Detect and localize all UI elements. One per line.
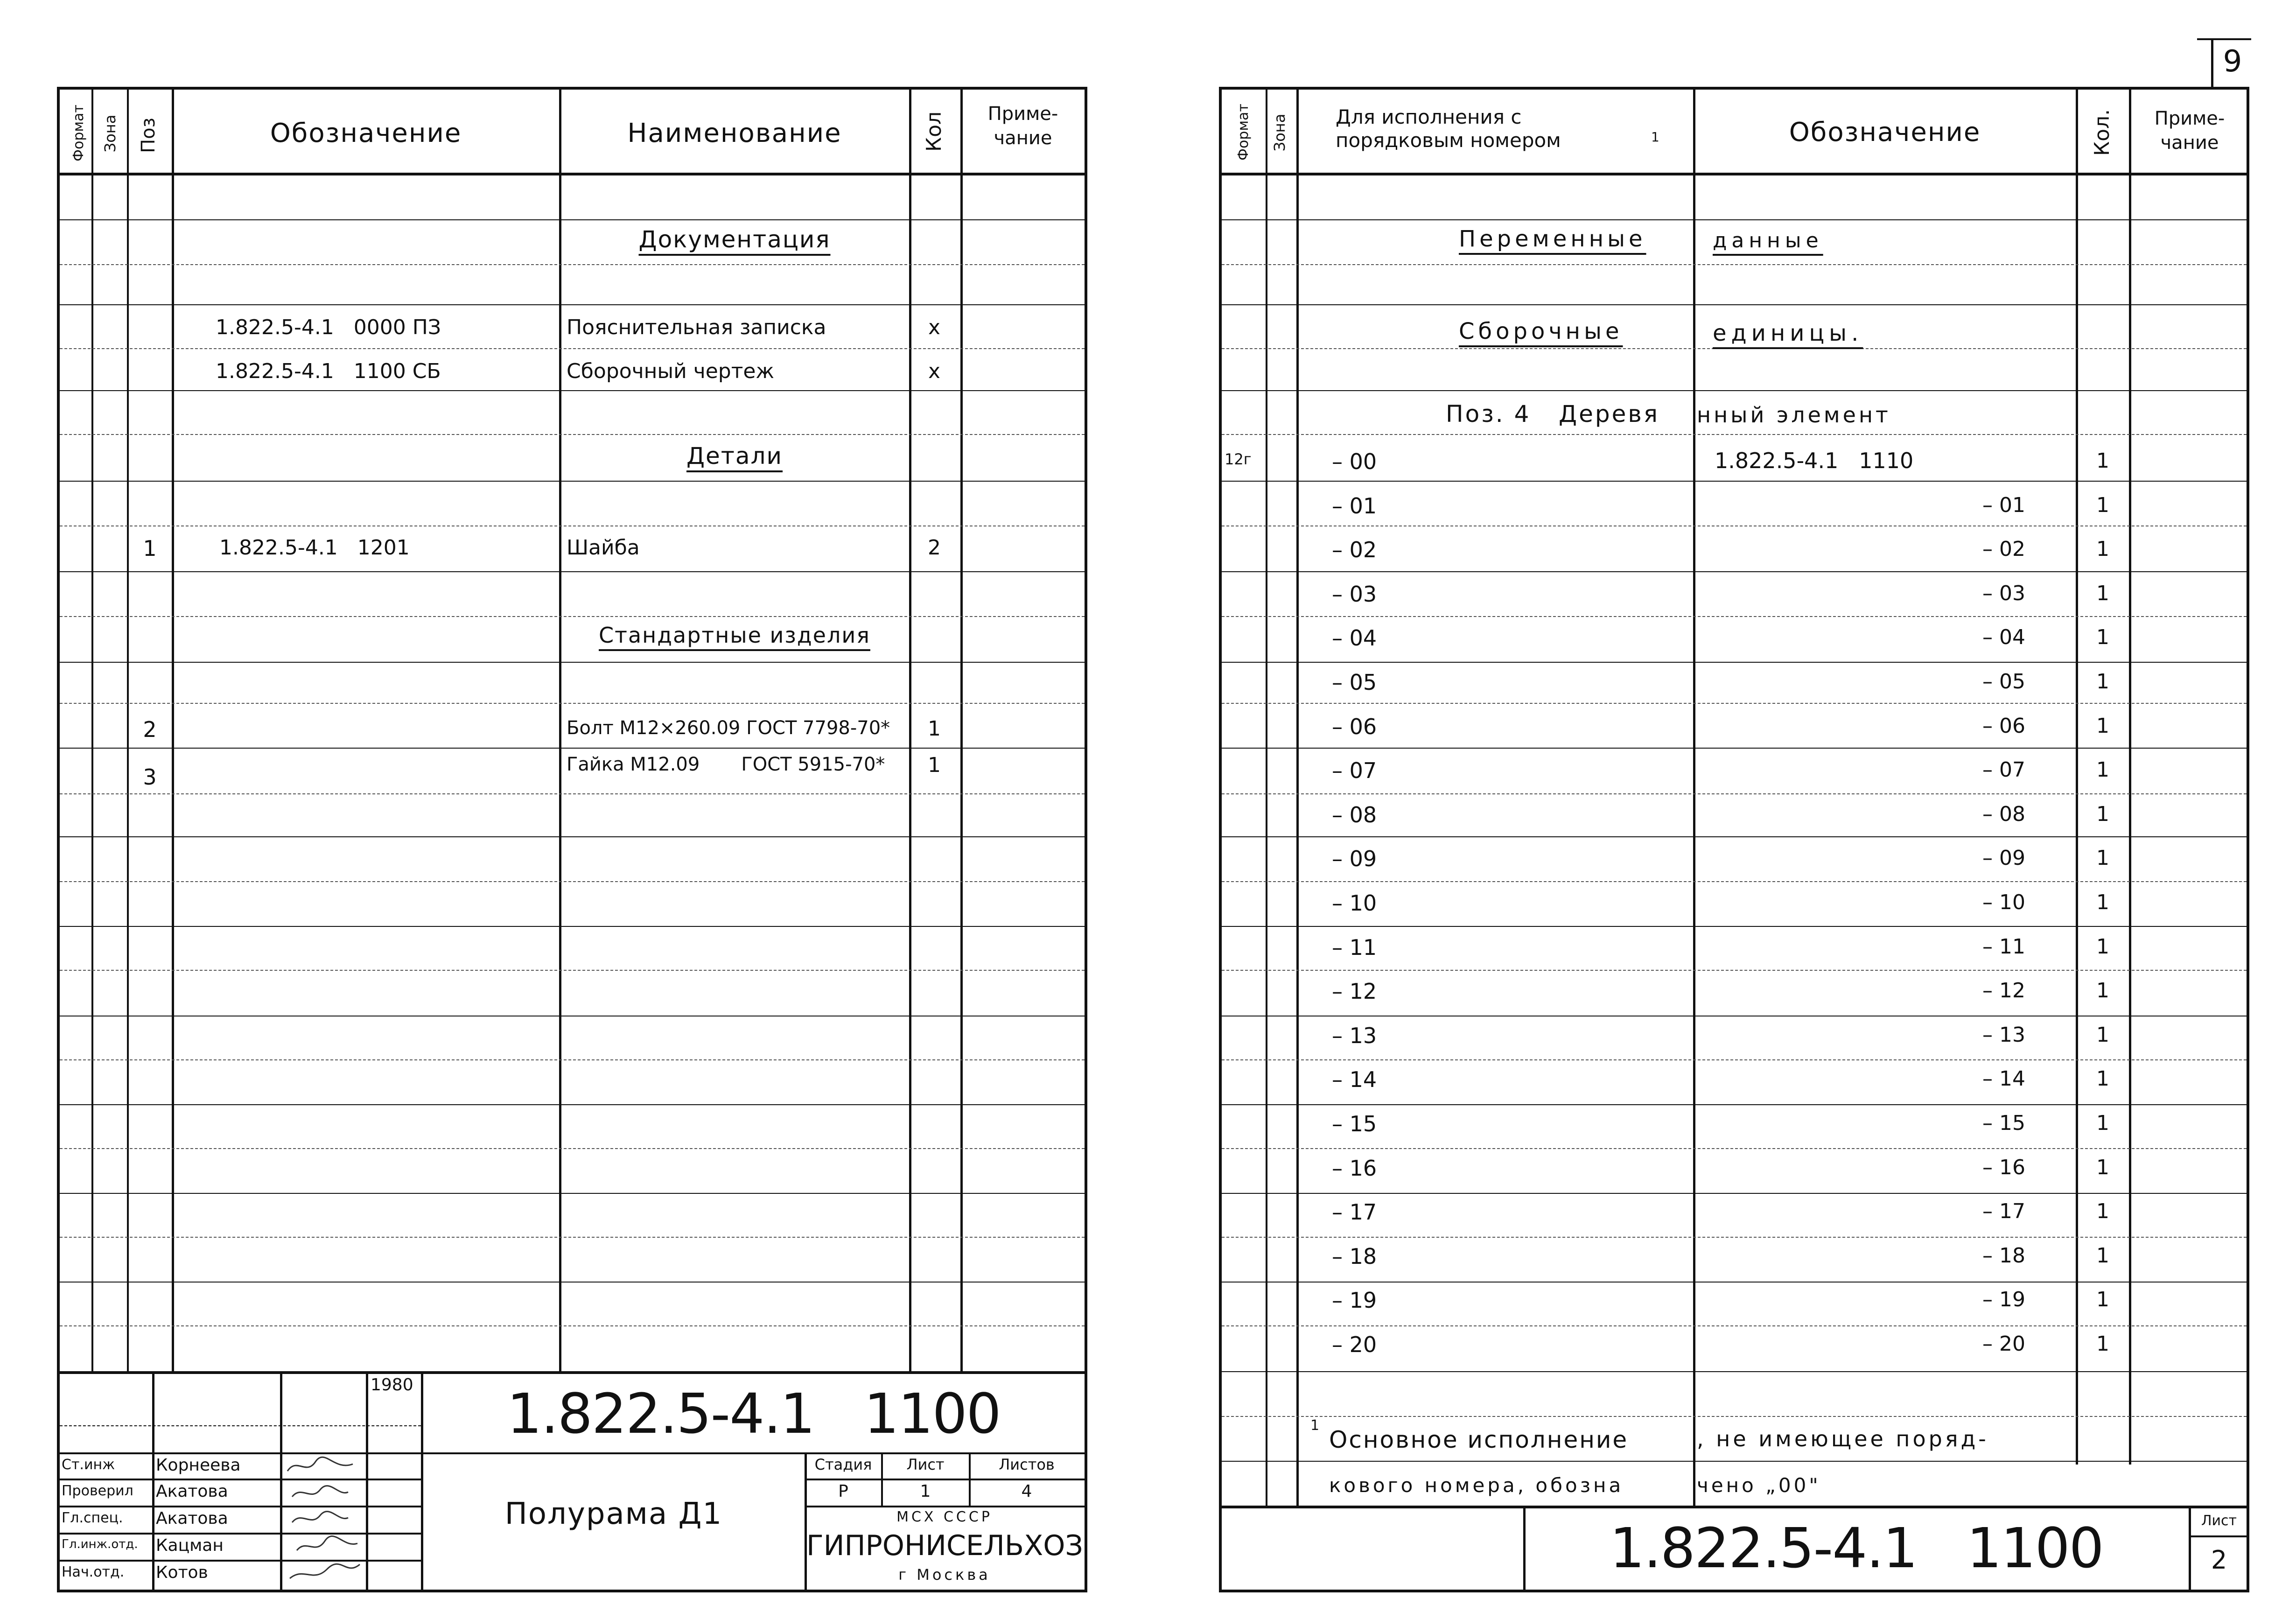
left-row-line [60, 881, 1085, 882]
right-row-line [1222, 616, 2247, 617]
variant-qty: 1 [2096, 979, 2109, 1002]
left-col-line [172, 90, 174, 1371]
left-row-qty: х [928, 359, 941, 383]
title-block-line [152, 1371, 154, 1590]
right-row-line [1222, 926, 2247, 927]
variant-number: – 02 [1332, 537, 1377, 562]
variant-qty: 1 [2096, 1023, 2109, 1047]
left-header-qty: Кол [922, 111, 946, 152]
variant-designation: – 20 [1982, 1332, 2025, 1356]
right-header-variant-mark: 1 [1651, 129, 1659, 145]
left-row-designation: 1.822.5-4.1 0000 ПЗ [216, 315, 441, 339]
variant-number: – 11 [1332, 935, 1377, 960]
left-header-pos: Поз [138, 118, 159, 153]
right-row-line [1222, 304, 2247, 305]
left-row-line [60, 970, 1085, 971]
variant-qty: 1 [2096, 1244, 2109, 1268]
variant-designation: – 18 [1982, 1244, 2025, 1268]
left-row-line [60, 616, 1085, 617]
section-variable: Переменные [1459, 226, 1646, 252]
left-header-zone: Зона [101, 114, 119, 153]
right-code: 1.822.5-4.1 1100 [1610, 1516, 2103, 1580]
title-block-stage: Р [838, 1482, 848, 1501]
right-row-line [1222, 748, 2247, 749]
variant-number: – 09 [1332, 846, 1377, 871]
right-row-line [1222, 1416, 2247, 1417]
left-row-line [60, 571, 1085, 572]
left-row-line [60, 703, 1085, 704]
title-block-line [280, 1371, 282, 1590]
person-name: Котов [156, 1563, 208, 1582]
variant-qty: 1 [2096, 449, 2109, 473]
variant-number: – 10 [1332, 890, 1377, 916]
right-col-line [1266, 90, 1267, 1506]
left-row-pos: 2 [143, 717, 157, 742]
left-row-line [60, 264, 1085, 265]
title-block-line [60, 1560, 421, 1562]
left-row-line [60, 434, 1085, 435]
left-row-name: Пояснительная записка [567, 315, 826, 339]
page-number-box [2197, 38, 2251, 40]
footnote-mark: 1 [1310, 1417, 1320, 1434]
variant-number: – 04 [1332, 625, 1377, 651]
footnote-line-1a: Основное исполнение [1329, 1426, 1629, 1453]
variant-designation: – 02 [1982, 537, 2025, 561]
variant-number: – 03 [1332, 582, 1377, 607]
right-row-line [1222, 434, 2247, 435]
variant-qty: 1 [2096, 670, 2109, 694]
variant-designation: – 12 [1982, 979, 2025, 1002]
variant-designation: – 14 [1982, 1067, 2025, 1091]
left-row-pos: 3 [143, 764, 157, 790]
right-row-line [1222, 836, 2247, 837]
section-assembly: Сборочные [1459, 318, 1623, 344]
left-row-qty: 1 [928, 753, 941, 777]
group-title-2: нный элемент [1697, 402, 1891, 428]
left-row-qty: 2 [928, 536, 941, 560]
title-block-code: 1.822.5-4.1 1100 [507, 1381, 1001, 1446]
left-header-format: Формат [70, 105, 87, 161]
variant-designation: – 16 [1982, 1156, 2025, 1179]
left-row-line [60, 1193, 1085, 1194]
variant-designation: – 11 [1982, 935, 2025, 959]
right-bottom-strip [1523, 1506, 1526, 1590]
left-row-name: Шайба [567, 536, 640, 560]
variant-number: – 07 [1332, 758, 1377, 783]
right-header-qty: Кол. [2090, 109, 2114, 156]
left-row-qty: 1 [928, 717, 941, 741]
right-row-line [1222, 1059, 2247, 1060]
right-col-line [1693, 90, 1695, 1506]
left-row-line [60, 1104, 1085, 1105]
right-row-line [1222, 662, 2247, 663]
left-row-line [60, 793, 1085, 794]
right-header-designation: Обозначение [1789, 117, 1981, 147]
person-role: Гл.спец. [62, 1510, 123, 1526]
left-row-line [60, 304, 1085, 305]
left-header-line [60, 173, 1085, 175]
title-block-stage-label: Стадия [814, 1456, 872, 1473]
title-block-line [805, 1506, 1085, 1507]
right-col-line [2076, 90, 2078, 1465]
person-role: Гл.инж.отд. [62, 1537, 138, 1551]
right-bottom-strip [2189, 1535, 2247, 1537]
right-row-line [1222, 264, 2247, 265]
variant-designation: – 07 [1982, 758, 2025, 782]
person-name: Корнеева [156, 1456, 241, 1475]
right-row-line [1222, 1193, 2247, 1194]
footnote-line-2a: кового номера, обозна [1329, 1474, 1624, 1497]
right-row-line [1222, 1461, 2247, 1462]
title-block-line [60, 1506, 421, 1507]
variant-qty: 1 [2096, 582, 2109, 605]
right-row-line [1222, 703, 2247, 704]
right-header-note: Приме- чание [2154, 108, 2225, 154]
left-row-line [60, 219, 1085, 220]
footnote-line-2b: чено „00" [1697, 1474, 1821, 1497]
left-header-name: Наименование [627, 118, 842, 148]
left-row-line [60, 1282, 1085, 1283]
variant-qty: 1 [2096, 935, 2109, 959]
person-name: Кацман [156, 1536, 224, 1555]
variant-number: – 14 [1332, 1067, 1377, 1092]
left-row-pos: 1 [143, 536, 157, 561]
title-block-line [366, 1371, 368, 1590]
first-format: 12г [1225, 450, 1252, 468]
variant-qty: 1 [2096, 1199, 2109, 1223]
section-details: Детали [686, 442, 783, 470]
variant-qty: 1 [2096, 846, 2109, 870]
right-row-line [1222, 219, 2247, 220]
title-block-sheets: 4 [1021, 1482, 1032, 1501]
left-row-qty: х [928, 315, 941, 339]
group-title: Поз. 4 Деревя [1446, 400, 1659, 428]
page-number: 9 [2223, 44, 2242, 79]
variant-number: – 05 [1332, 670, 1377, 695]
variant-designation: – 19 [1982, 1288, 2025, 1311]
variant-qty: 1 [2096, 758, 2109, 782]
title-block-line [421, 1452, 1085, 1454]
variant-qty: 1 [2096, 890, 2109, 914]
variant-designation: – 01 [1982, 493, 2025, 517]
right-bottom-strip [2189, 1506, 2191, 1590]
title-block-city: г Москва [898, 1566, 991, 1584]
variant-designation: – 06 [1982, 714, 2025, 738]
left-row-line [60, 481, 1085, 482]
variant-number: – 12 [1332, 979, 1377, 1004]
variant-designation: – 13 [1982, 1023, 2025, 1047]
signatures [283, 1452, 365, 1590]
right-header-zone: Зона [1271, 113, 1288, 152]
left-row-line [60, 1059, 1085, 1060]
variant-number: – 01 [1332, 493, 1377, 519]
title-block-top [60, 1371, 1085, 1374]
left-row-line [60, 348, 1085, 349]
section-variable-2: данные [1713, 229, 1823, 252]
title-block-sheets-label: Листов [999, 1456, 1055, 1473]
right-sheet [1219, 87, 2249, 1592]
person-role: Проверил [62, 1483, 133, 1499]
right-row-line [1222, 390, 2247, 391]
variant-designation: – 04 [1982, 625, 2025, 649]
left-col-line [559, 90, 561, 1371]
variant-qty: 1 [2096, 625, 2109, 649]
person-name: Акатова [156, 1509, 228, 1528]
variant-qty: 1 [2096, 1288, 2109, 1311]
title-block-line [60, 1425, 421, 1426]
title-block-sheet-label: Лист [906, 1456, 945, 1473]
right-header-variant: Для исполнения с порядковым номером [1336, 105, 1561, 152]
variant-qty: 1 [2096, 1111, 2109, 1135]
variant-qty: 1 [2096, 1332, 2109, 1356]
variant-designation: – 10 [1982, 890, 2025, 914]
left-header-designation: Обозначение [270, 118, 462, 148]
title-block-line [805, 1479, 1085, 1480]
right-header-format: Формат [1235, 104, 1252, 161]
right-row-line [1222, 881, 2247, 882]
person-role: Нач.отд. [62, 1564, 125, 1580]
title-block-line [60, 1452, 421, 1454]
right-col-line [1296, 90, 1299, 1506]
title-block-sheet: 1 [920, 1482, 931, 1501]
variant-number: – 13 [1332, 1023, 1377, 1048]
right-row-line [1222, 1104, 2247, 1105]
right-row-line [1222, 970, 2247, 971]
left-row-line [60, 836, 1085, 837]
right-sheet-label: Лист [2201, 1513, 2237, 1529]
left-row-designation: 1.822.5-4.1 1201 [219, 536, 410, 560]
left-row-line [60, 390, 1085, 391]
variant-number: – 20 [1332, 1332, 1377, 1357]
right-row-line [1222, 1237, 2247, 1238]
variant-qty: 1 [2096, 1067, 2109, 1091]
person-name: Акатова [156, 1482, 228, 1501]
right-header-line [1222, 173, 2247, 175]
variant-number: – 18 [1332, 1244, 1377, 1269]
variant-designation: – 15 [1982, 1111, 2025, 1135]
right-bottom-strip [1222, 1506, 2247, 1508]
left-header-note: Приме- чание [987, 103, 1058, 149]
variant-number: – 08 [1332, 802, 1377, 827]
variant-qty: 1 [2096, 1156, 2109, 1179]
right-row-line [1222, 571, 2247, 572]
title-block-year: 1980 [371, 1375, 413, 1395]
left-row-name: Гайка М12.09 ГОСТ 5915-70* [567, 754, 885, 775]
left-row-name: Сборочный чертеж [567, 359, 775, 383]
variant-designation: – 08 [1982, 802, 2025, 826]
left-row-line [60, 1325, 1085, 1326]
left-col-line [960, 90, 963, 1371]
variant-number: – 00 [1332, 449, 1377, 474]
right-row-line [1222, 1282, 2247, 1283]
left-row-line [60, 1148, 1085, 1149]
variant-number: – 06 [1332, 714, 1377, 739]
first-designation: 1.822.5-4.1 1110 [1715, 448, 1914, 473]
right-row-line [1222, 1148, 2247, 1149]
left-row-name: Болт М12×260.09 ГОСТ 7798-70* [567, 717, 890, 739]
variant-qty: 1 [2096, 537, 2109, 561]
left-row-line [60, 748, 1085, 749]
right-row-line [1222, 793, 2247, 794]
variant-number: – 15 [1332, 1111, 1377, 1136]
variant-designation: – 03 [1982, 582, 2025, 605]
variant-designation: – 05 [1982, 670, 2025, 694]
title-block-org: ГИПРОНИСЕЛЬХОЗ [806, 1529, 1083, 1562]
section-documentation: Документация [638, 226, 831, 253]
right-row-line [1222, 1371, 2247, 1372]
section-assembly-2: единицы. [1713, 320, 1863, 346]
left-row-line [60, 662, 1085, 663]
variant-number: – 19 [1332, 1288, 1377, 1313]
page-number-box [2211, 39, 2213, 87]
title-block-title: Полурама Д1 [504, 1497, 723, 1531]
variant-number: – 17 [1332, 1199, 1377, 1225]
right-row-line [1222, 348, 2247, 349]
title-block-org-top: МСХ СССР [896, 1509, 993, 1525]
right-row-line [1222, 481, 2247, 482]
section-standard: Стандартные изделия [599, 623, 870, 648]
variant-qty: 1 [2096, 802, 2109, 826]
footnote-line-1b: , не имеющее поряд- [1697, 1426, 1989, 1451]
variant-qty: 1 [2096, 714, 2109, 738]
right-row-line [1222, 1325, 2247, 1326]
variant-number: – 16 [1332, 1156, 1377, 1181]
person-role: Ст.инж [62, 1457, 115, 1473]
left-row-designation: 1.822.5-4.1 1100 СБ [216, 359, 441, 383]
left-row-line [60, 1237, 1085, 1238]
title-block-line [421, 1371, 423, 1590]
variant-qty: 1 [2096, 493, 2109, 517]
left-row-line [60, 926, 1085, 927]
right-sheet: 2 [2211, 1545, 2227, 1575]
variant-designation: – 09 [1982, 846, 2025, 870]
title-block-line [60, 1479, 421, 1480]
left-sheet [57, 87, 1087, 1592]
left-col-line [91, 90, 93, 1371]
title-block-line [60, 1533, 421, 1535]
variant-designation: – 17 [1982, 1199, 2025, 1223]
right-col-line [2129, 90, 2131, 1465]
